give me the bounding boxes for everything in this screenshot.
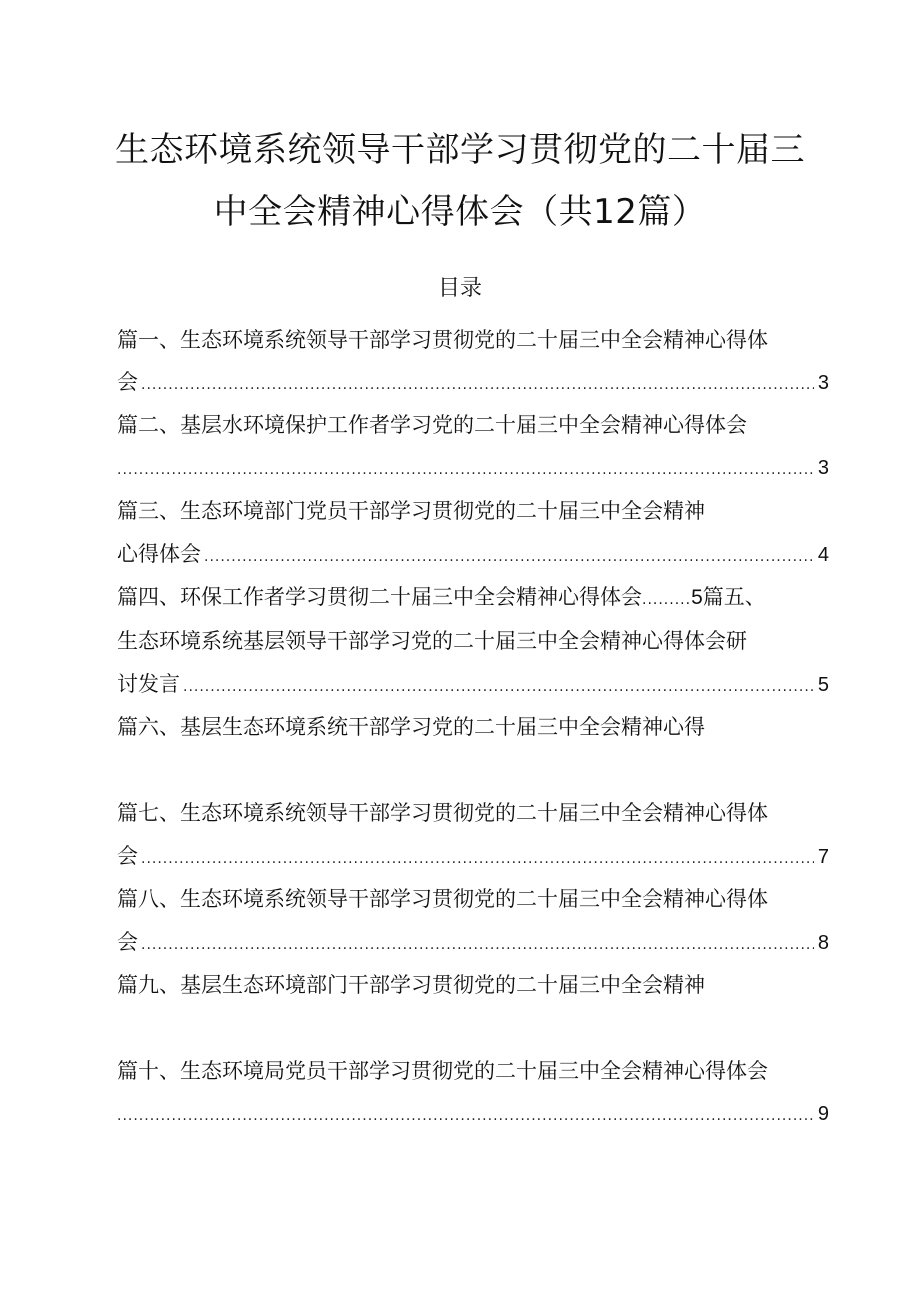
toc-item-10-leader-row[interactable] xyxy=(117,1099,829,1131)
toc-item-4-page: 5 xyxy=(691,586,703,609)
toc-item-3-page: 4 xyxy=(817,544,829,566)
toc-item-5-title-start: 篇五、 xyxy=(702,585,766,609)
toc-item-5-title-cont: 讨发言 xyxy=(117,672,180,696)
document-title-line-1: 生态环境系统领导干部学习贯彻党的二十届三 xyxy=(115,130,805,170)
toc-item-5-page: 5 xyxy=(817,674,829,696)
toc-item-8-leader-row[interactable] xyxy=(117,927,829,960)
toc-heading: 目录 xyxy=(437,276,482,301)
toc-item-4-dots: ......... xyxy=(642,592,692,608)
toc-item-3-title-cont: 心得体会 xyxy=(117,542,201,566)
toc-item-2-leader-row[interactable] xyxy=(117,453,829,485)
toc-item-10-title[interactable]: 篇十、生态环境局党员干部学习贯彻党的二十届三中全会精神心得体会 xyxy=(117,1059,768,1083)
toc-item-8-title[interactable]: 篇八、生态环境系统领导干部学习贯彻党的二十届三中全会精神心得体 xyxy=(117,887,768,911)
toc-leader-dots xyxy=(117,1101,814,1131)
toc-item-8-title-cont: 会 xyxy=(117,930,138,954)
toc-item-9-title[interactable]: 篇九、基层生态环境部门干部学习贯彻党的二十届三中全会精神 xyxy=(117,973,705,997)
toc-leader-dots xyxy=(141,370,814,400)
toc-item-1-title[interactable]: 篇一、生态环境系统领导干部学习贯彻党的二十届三中全会精神心得体 xyxy=(117,328,768,352)
toc-item-1-page: 3 xyxy=(817,372,829,394)
toc-item-8-page: 8 xyxy=(817,932,829,954)
toc-item-6-title[interactable]: 篇六、基层生态环境系统干部学习党的二十届三中全会精神心得 xyxy=(117,715,705,739)
toc-item-7-title-cont: 会 xyxy=(117,844,138,868)
toc-item-4-title: 篇四、环保工作者学习贯彻二十届三中全会精神心得体会 xyxy=(117,585,642,609)
toc-leader-dots xyxy=(204,542,814,572)
toc-item-3-title[interactable]: 篇三、生态环境部门党员干部学习贯彻党的二十届三中全会精神 xyxy=(117,499,705,523)
toc-item-10-page: 9 xyxy=(817,1103,829,1125)
toc-leader-dots xyxy=(141,930,814,960)
document-title-line-2: 中全会精神心得体会（共12篇） xyxy=(213,192,707,232)
toc-item-2-title[interactable]: 篇二、基层水环境保护工作者学习党的二十届三中全会精神心得体会 xyxy=(117,413,747,437)
toc-item-7-title[interactable]: 篇七、生态环境系统领导干部学习贯彻党的二十届三中全会精神心得体 xyxy=(117,801,768,825)
toc-item-5-title[interactable]: 生态环境系统基层领导干部学习党的二十届三中全会精神心得体会研 xyxy=(117,629,747,653)
toc-item-1-leader-row[interactable] xyxy=(117,367,829,400)
toc-item-7-leader-row[interactable] xyxy=(117,841,829,874)
toc-item-1-title-cont: 会 xyxy=(117,370,138,394)
toc-item-7-page: 7 xyxy=(817,846,829,868)
toc-leader-dots xyxy=(183,672,814,702)
toc-leader-dots xyxy=(141,844,814,874)
toc-item-5-leader-row[interactable] xyxy=(117,669,829,702)
toc-item-2-page: 3 xyxy=(817,457,829,479)
toc-item-3-leader-row[interactable] xyxy=(117,539,829,572)
toc-leader-dots xyxy=(117,455,814,485)
toc-item-4-row[interactable] xyxy=(117,582,829,615)
